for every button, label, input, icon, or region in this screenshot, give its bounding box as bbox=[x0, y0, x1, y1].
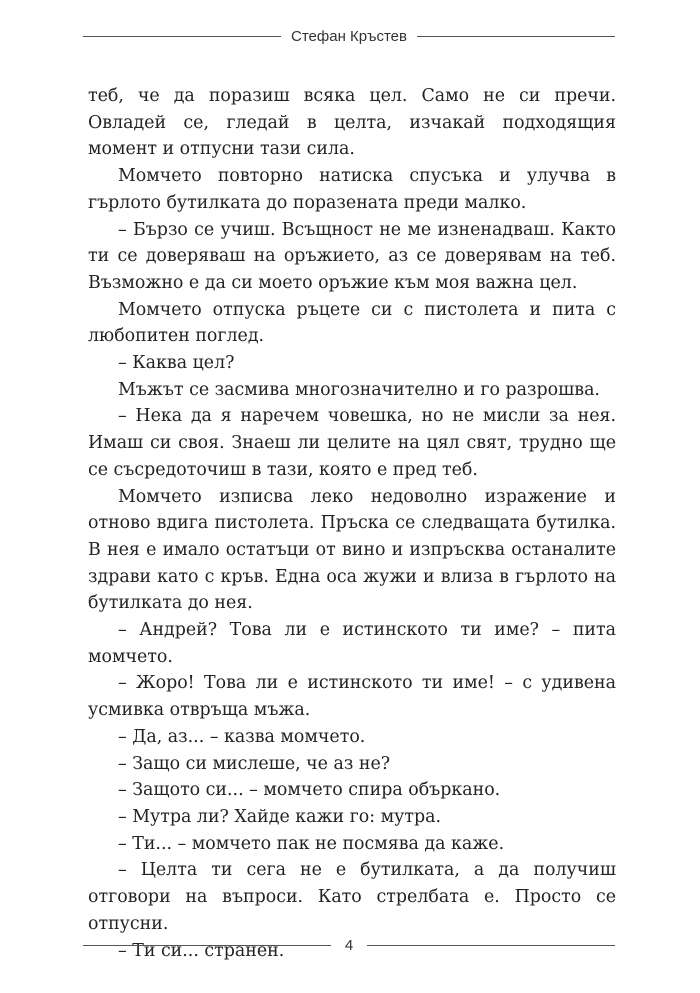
paragraph: – Ти си... странен. bbox=[118, 940, 285, 961]
paragraph: – Бързо се учиш. Всъщност не ме изненадваш. Както ти се доверяваш на оръжието, аз се доверявам на теб. Възможно е да си моето оръжие към моя важна цел. bbox=[88, 219, 616, 293]
paragraph: – Жоро! Това ли е истинското ти име! – с удивена усмивка отвръща мъжа. bbox=[88, 673, 616, 721]
running-header bbox=[83, 22, 615, 50]
paragraph: – Ти... – момчето пак не посмява да каже. bbox=[118, 833, 505, 854]
author-name: Стефан Кръстев bbox=[291, 27, 407, 45]
paragraph: – Целта ти сега не е бутилката, а да получиш отговори на въпроси. Като стрелбата е. Просто се отпусни. bbox=[88, 860, 616, 934]
paragraph: Мъжът се засмива многозначително и го разрошва. bbox=[118, 379, 600, 400]
paragraph: – Мутра ли? Хайде кажи го: мутра. bbox=[118, 806, 442, 827]
paragraph: Момчето отпуска ръцете си с пистолета и пита с любопитен поглед. bbox=[88, 299, 616, 347]
paragraph: – Андрей? Това ли е истинското ти име? – пита момчето. bbox=[88, 620, 616, 667]
footer-rule-left bbox=[83, 945, 331, 946]
page-number: 4 bbox=[344, 936, 354, 954]
footer-rule-right bbox=[367, 945, 615, 946]
paragraph: – Каква цел? bbox=[118, 353, 235, 374]
header-rule-left bbox=[83, 36, 281, 37]
header-rule-right bbox=[417, 36, 615, 37]
page-footer bbox=[83, 932, 615, 958]
paragraph: – Нека да я наречем човешка, но не мисли за нея. Имаш си своя. Знаеш ли целите на цял свят, трудно ще се съсредоточиш в тази, която е пред теб. bbox=[88, 406, 616, 480]
page-body bbox=[88, 83, 616, 964]
paragraph: – Защо си мислеше, че аз не? bbox=[118, 753, 391, 774]
paragraph: – Защото си... – момчето спира объркано. bbox=[118, 780, 501, 801]
paragraph: – Да, аз... – казва момчето. bbox=[118, 726, 366, 747]
paragraph: Момчето изписва леко недоволно изражение и отново вдига пистолета. Пръска се следващата бутилка. В нея е имало остатъци от вино и изпръсква останалите здрави като с кръв. Една оса жужи и влиза в гърлото на бутилката до нея. bbox=[88, 486, 616, 614]
paragraph: Момчето повторно натиска спусъка и улучва в гърлото бутилката до поразената преди малко. bbox=[88, 166, 616, 213]
paragraph: теб, че да поразиш всяка цел. Само не си пречи. Овладей се, гледай в целта, изчакай подходящия момент и отпусни тази сила. bbox=[88, 86, 616, 160]
